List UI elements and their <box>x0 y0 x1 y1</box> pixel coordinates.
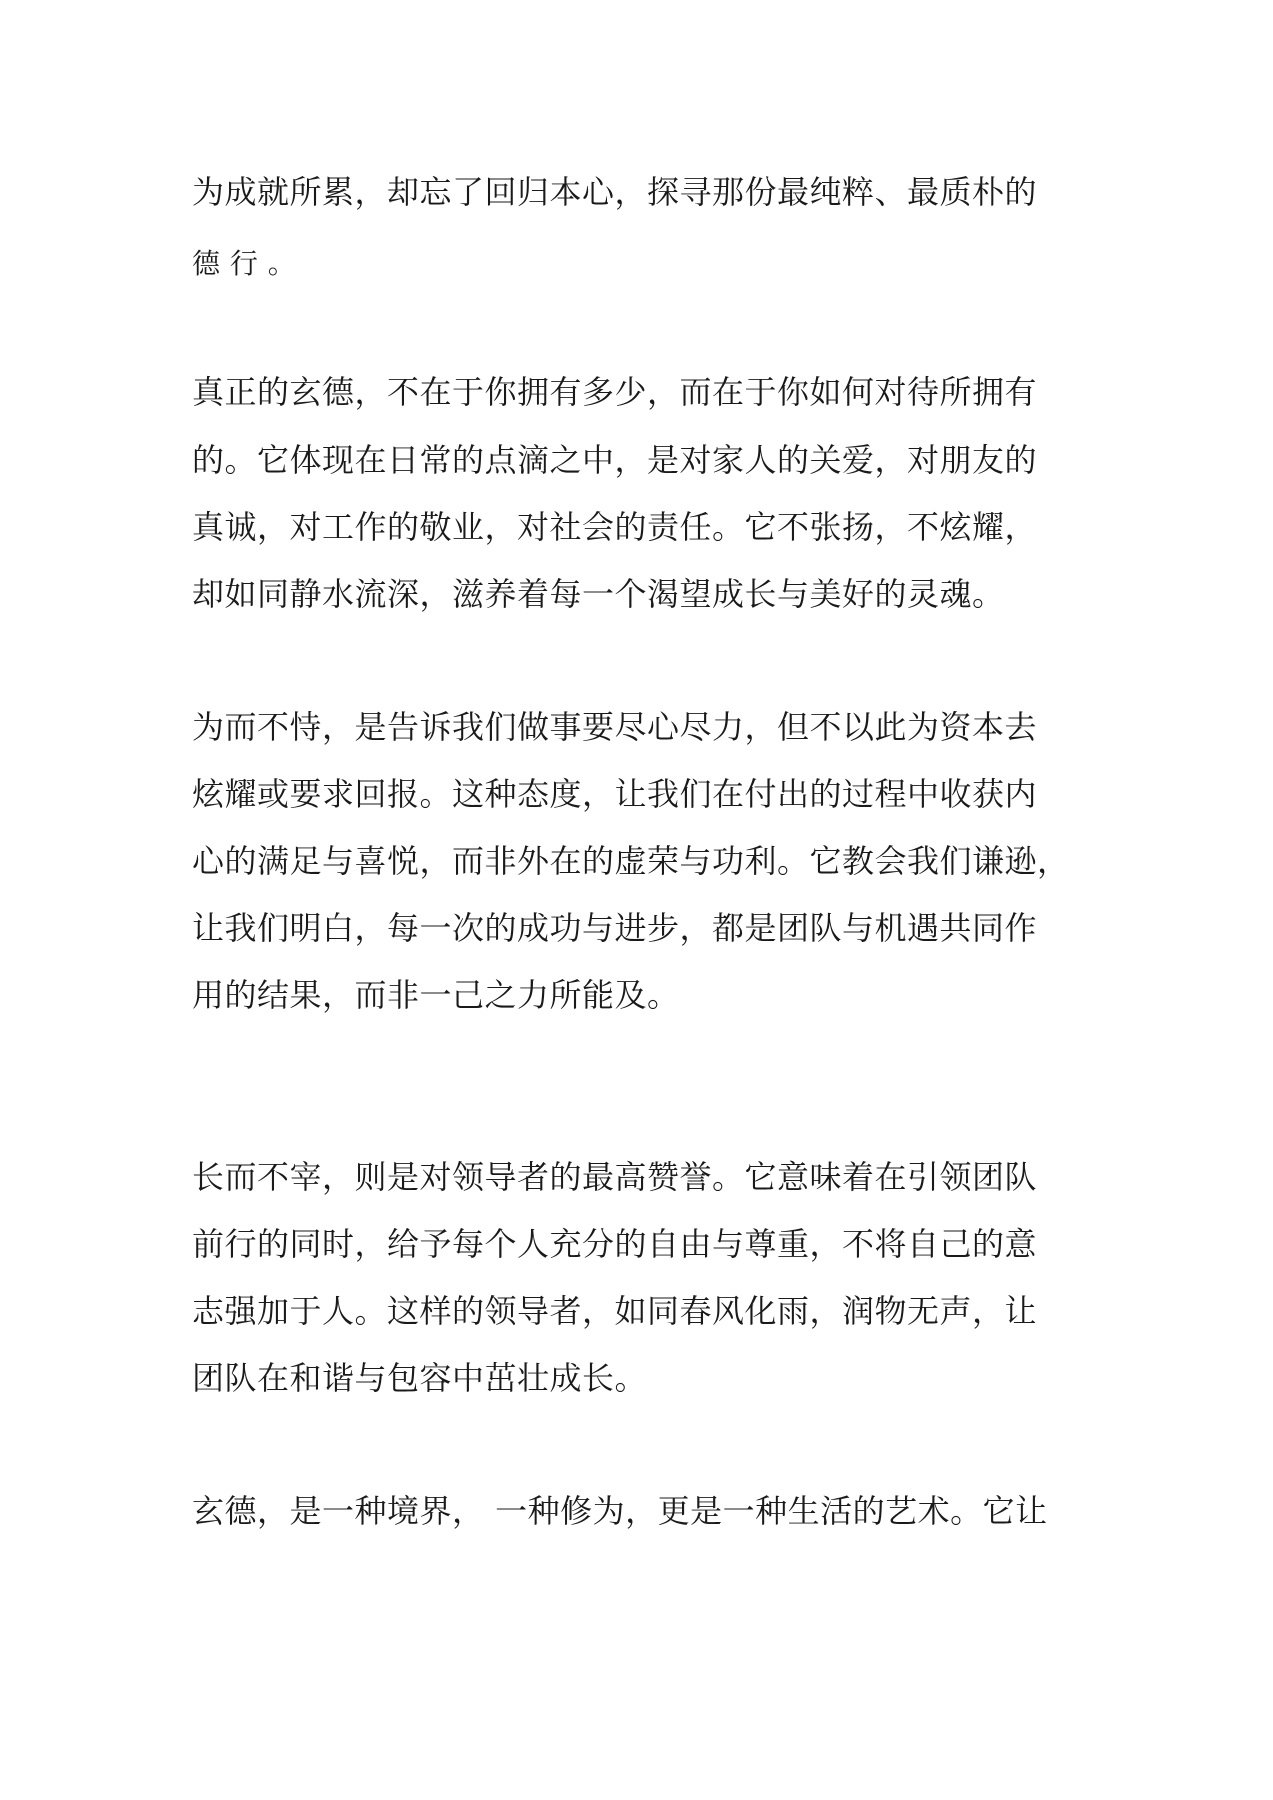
text-line: 炫耀或要求回报。这种态度，让我们在付出的过程中收获内 <box>192 775 1038 813</box>
text-line: 长而不宰，则是对领导者的最高赞誉。它意味着在引领团队 <box>192 1158 1038 1196</box>
text-line: 让我们明白，每一次的成功与进步，都是团队与机遇共同作 <box>192 909 1038 947</box>
text-line: 心的满足与喜悦，而非外在的虚荣与功利。它教会我们谦逊， <box>192 842 1070 880</box>
text-line: 德 行 。 <box>192 247 297 280</box>
text-line: 用的结果，而非一己之力所能及。 <box>192 976 680 1014</box>
text-line: 却如同静水流深，滋养着每一个渴望成长与美好的灵魂。 <box>192 575 1005 613</box>
text-line: 的。它体现在日常的点滴之中，是对家人的关爱，对朋友的 <box>192 441 1038 479</box>
text-line: 真正的玄德，不在于你拥有多少，而在于你如何对待所拥有 <box>192 373 1038 411</box>
text-line: 为成就所累，却忘了回归本心，探寻那份最纯粹、最质朴的 <box>192 173 1038 211</box>
text-line: 志强加于人。这样的领导者，如同春风化雨，润物无声，让 <box>192 1292 1038 1330</box>
text-line: 真诚，对工作的敬业，对社会的责任。它不张扬，不炫耀， <box>192 508 1038 546</box>
text-line: 团队在和谐与包容中茁壮成长。 <box>192 1359 648 1397</box>
text-line: 为而不恃，是告诉我们做事要尽心尽力，但不以此为资本去 <box>192 708 1038 746</box>
text-line: 前行的同时，给予每个人充分的自由与尊重，不将自己的意 <box>192 1225 1038 1263</box>
text-line: 玄德，是一种境界， 一种修为，更是一种生活的艺术。它让 <box>192 1492 1048 1530</box>
